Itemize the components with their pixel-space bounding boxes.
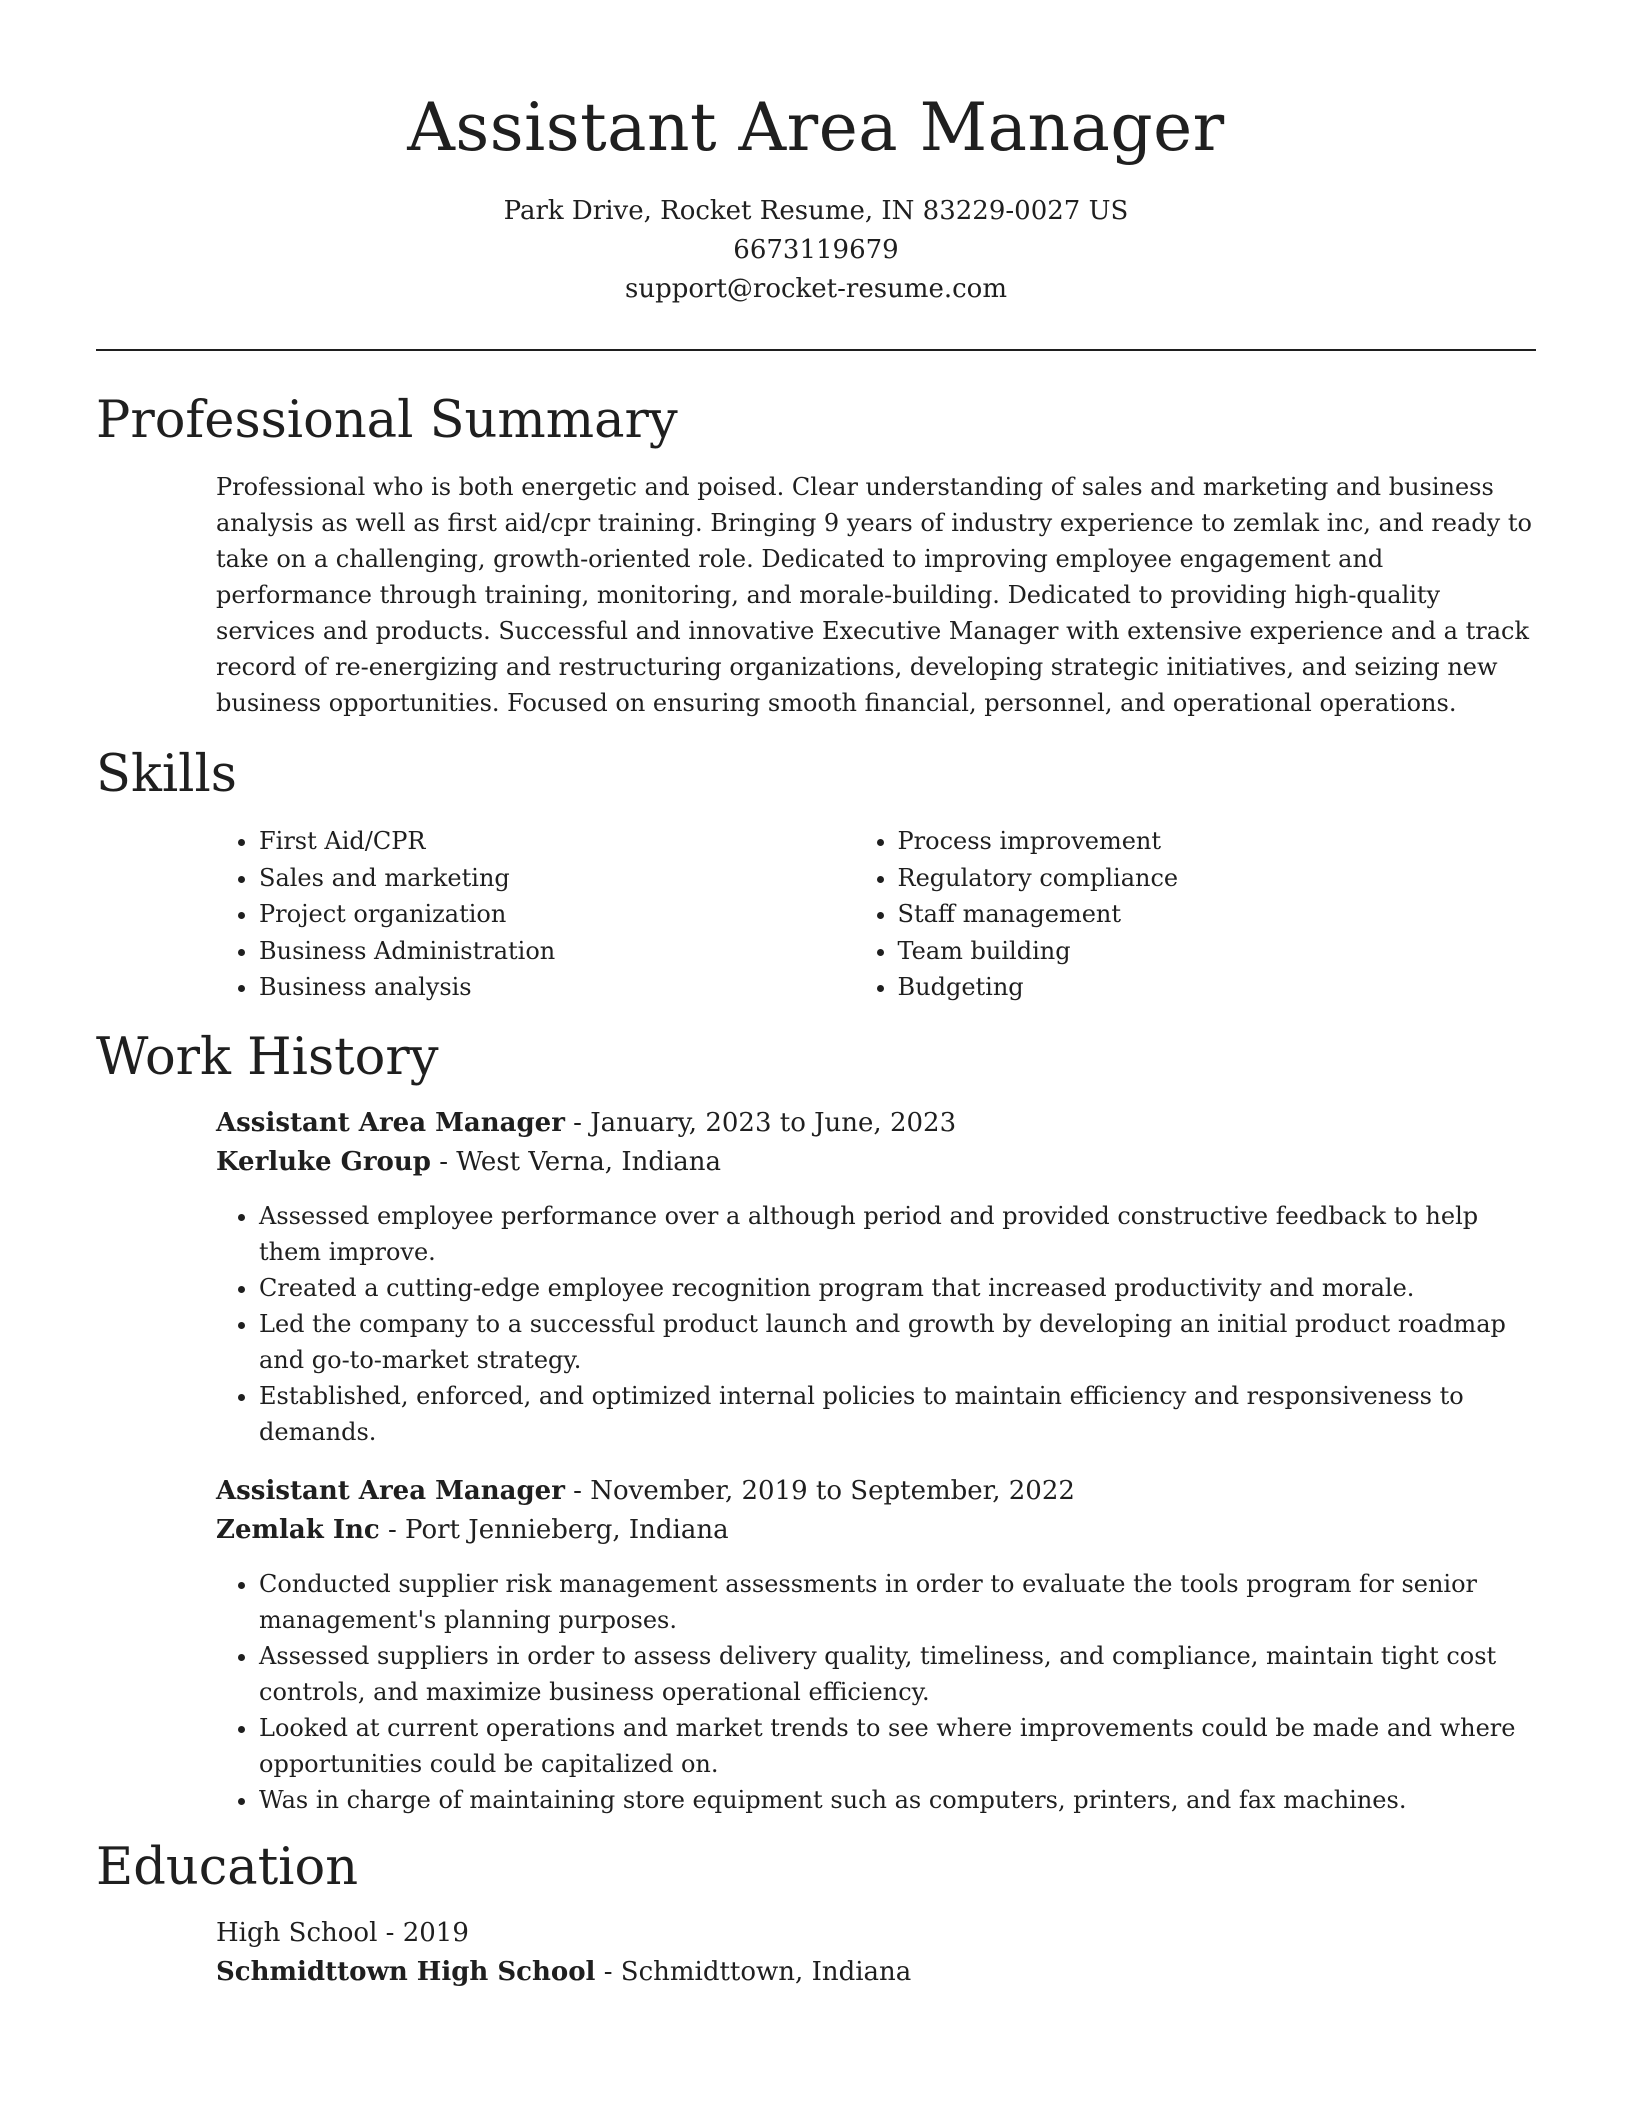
summary-text: Professional who is both energetic and poised. Clear understanding of sales and marketing and business analysis as well as first aid/cpr training. Bringing 9 years of industry experience to zemlak inc, and ready to take on a challenging, growth-oriented role. Dedicated to improving employee engagement and performance through training, monitoring, and morale-building. Dedicated to providing high-quality services and products. Successful and innovative Executive Manager with extensive experience and a track record of re-energizing and restructuring organizations, developing strategic initiatives, and seizing new business opportunities. Focused on ensuring smooth financial, personnel, and operational operations.: [216, 473, 1532, 717]
summary-title: Professional Summary: [96, 391, 678, 450]
work-history-title: Work History: [96, 1027, 439, 1087]
job-entry: [216, 1472, 1536, 1818]
education-degree-line: [216, 1914, 1536, 1953]
skill-item: • Process improvement: [898, 823, 1537, 860]
skills-column-1: [216, 823, 898, 1006]
skill-item: • Sales and marketing: [259, 860, 898, 897]
job-company-line: [216, 1143, 1536, 1182]
job-responsibilities: [216, 1566, 1536, 1818]
job-dates: - January, 2023 to June, 2023: [564, 1107, 957, 1138]
education-title: Education: [96, 1837, 359, 1897]
responsibility-item: • Conducted supplier risk management assessments in order to evaluate the tools program for senior management's planning purposes.: [259, 1566, 1536, 1638]
job-company: Zemlak Inc: [216, 1514, 380, 1545]
job-location: - Port Jennieberg, Indiana: [379, 1514, 729, 1545]
skill-item: • Business Administration: [259, 933, 898, 970]
job-title-line: [216, 1104, 1536, 1143]
responsibility-item: • Led the company to a successful product launch and growth by developing an initial product roadmap and go-to-market strategy.: [259, 1306, 1536, 1378]
education-location: - Schmidttown, Indiana: [595, 1956, 912, 1987]
skill-item: • First Aid/CPR: [259, 823, 898, 860]
header-divider: [96, 349, 1536, 351]
job-entry: [216, 1104, 1536, 1450]
skill-item: • Team building: [898, 933, 1537, 970]
resume-header: [96, 0, 1536, 309]
responsibility-item: • Created a cutting-edge employee recognition program that increased productivity and morale.: [259, 1270, 1536, 1306]
skill-item: • Regulatory compliance: [898, 860, 1537, 897]
skill-item: • Budgeting: [898, 969, 1537, 1006]
responsibility-item: • Looked at current operations and market trends to see where improvements could be made and where opportunities could be capitalized on.: [259, 1710, 1536, 1782]
job-company-line: [216, 1511, 1536, 1550]
skill-item: • Business analysis: [259, 969, 898, 1006]
education-school: Schmidttown High School: [216, 1956, 596, 1987]
resume-page: [96, 0, 1536, 1992]
responsibility-item: • Established, enforced, and optimized internal policies to maintain efficiency and responsiveness to demands.: [259, 1378, 1536, 1450]
email: support@rocket-resume.com: [624, 274, 1007, 304]
candidate-name: Assistant Area Manager: [407, 89, 1225, 166]
skills-list: [216, 823, 1536, 1006]
skill-item: • Staff management: [898, 896, 1537, 933]
responsibility-item: • Assessed employee performance over a although period and provided constructive feedback to help them improve.: [259, 1198, 1536, 1270]
skills-title: Skills: [96, 745, 237, 804]
job-role: Assistant Area Manager: [216, 1475, 565, 1506]
education-degree: High School: [216, 1917, 378, 1948]
skill-item: • Project organization: [259, 896, 898, 933]
job-company: Kerluke Group: [216, 1146, 431, 1177]
address: Park Drive, Rocket Resume, IN 83229-0027 US: [503, 196, 1129, 226]
phone: 6673119679: [733, 235, 899, 265]
job-dates: - November, 2019 to September, 2022: [564, 1475, 1075, 1506]
education-year: - 2019: [377, 1917, 469, 1948]
education-entry: [216, 1914, 1536, 1992]
responsibility-item: • Assessed suppliers in order to assess delivery quality, timeliness, and compliance, maintain tight cost controls, and maximize business operational efficiency.: [259, 1638, 1536, 1710]
education-school-line: [216, 1953, 1536, 1992]
job-role: Assistant Area Manager: [216, 1107, 565, 1138]
job-location: - West Verna, Indiana: [430, 1146, 722, 1177]
job-responsibilities: [216, 1198, 1536, 1450]
skills-column-2: [898, 823, 1537, 1006]
contact-info: [96, 192, 1536, 309]
responsibility-item: • Was in charge of maintaining store equipment such as computers, printers, and fax machines.: [259, 1782, 1536, 1818]
job-title-line: [216, 1472, 1536, 1511]
